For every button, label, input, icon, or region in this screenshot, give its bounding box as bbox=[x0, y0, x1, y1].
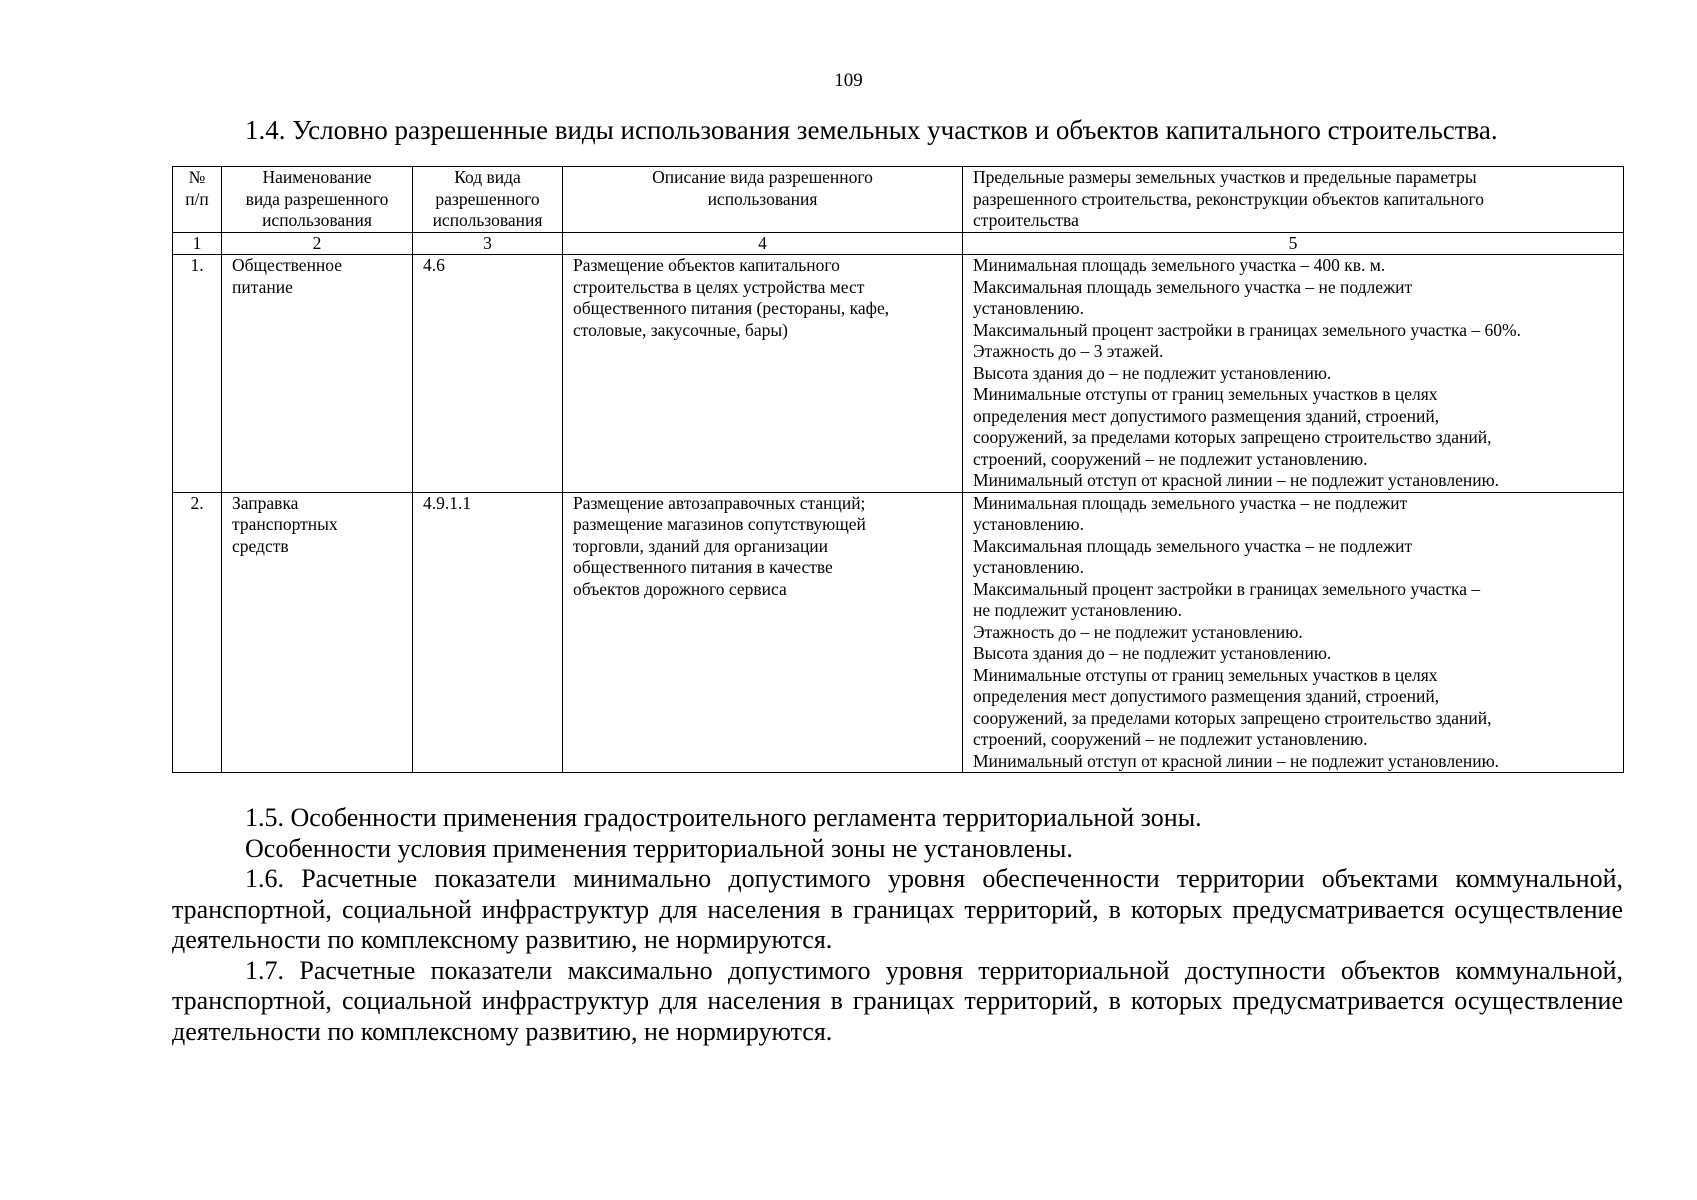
column-number: 3 bbox=[413, 232, 563, 255]
use-name: Заправка транспортных средств bbox=[222, 492, 413, 773]
header-description: Описание вида разрешенного использования bbox=[563, 167, 963, 233]
column-number: 2 bbox=[222, 232, 413, 255]
row-number: 1. bbox=[173, 255, 222, 493]
header-use-name: Наименование вида разрешенного использования bbox=[222, 167, 413, 233]
use-parameters: Минимальная площадь земельного участка – не подлежит установлению. Максимальная площадь земельного участка – не подлежит установлению. Максимальный процент застройки в границах земельного участка – не подлежит установлению. Этажность до – не подлежит установлению. Высота здания до – не подлежит установлению. Минимальные отступы от границ земельных участков в целях определения мест допустимого размещения зданий, строений, сооружений, за пределами которых запрещено строительство зданий, строений, сооружений – не подлежит установлению. Минимальный отступ от красной линии – не подлежит установлению. bbox=[963, 492, 1624, 773]
column-number: 1 bbox=[173, 232, 222, 255]
paragraph-1-5: 1.5. Особенности применения градостроительного регламента территориальной зоны. bbox=[245, 803, 1202, 832]
use-code: 4.9.1.1 bbox=[413, 492, 563, 773]
column-number: 5 bbox=[963, 232, 1624, 255]
use-name: Общественное питание bbox=[222, 255, 413, 493]
page-number: 109 bbox=[834, 70, 863, 91]
column-number-row bbox=[173, 232, 1624, 255]
body-text bbox=[172, 803, 1623, 1047]
use-description: Размещение объектов капитального строительства в целях устройства мест общественного питания (рестораны, кафе, столовые, закусочные, бары) bbox=[563, 255, 963, 493]
use-parameters: Минимальная площадь земельного участка – 400 кв. м. Максимальная площадь земельного участка – не подлежит установлению. Максимальный процент застройки в границах земельного участка – 60%. Этажность до – 3 этажей. Высота здания до – не подлежит установлению. Минимальные отступы от границ земельных участков в целях определения мест допустимого размещения зданий, строений, сооружений, за пределами которых запрещено строительство зданий, строений, сооружений – не подлежит установлению. Минимальный отступ от красной линии – не подлежит установлению. bbox=[963, 255, 1624, 493]
paragraph-1-6: 1.6. Расчетные показатели минимально допустимого уровня обеспеченности территории объектами коммунальной, транспортной, социальной инфраструктур для населения в границах территорий, в которых предусматривается осуществление деятельности по комплексному развитию, не нормируются. bbox=[172, 864, 1623, 954]
table-row bbox=[173, 492, 1624, 773]
table-header-row bbox=[173, 167, 1624, 233]
use-description: Размещение автозаправочных станций; размещение магазинов сопутствующей торговли, зданий для организации общественного питания в качестве объектов дорожного сервиса bbox=[563, 492, 963, 773]
header-use-code: Код вида разрешенного использования bbox=[413, 167, 563, 233]
header-parameters: Предельные размеры земельных участков и предельные параметры разрешенного строительства, реконструкции объектов капитального строительства bbox=[963, 167, 1624, 233]
table-row bbox=[173, 255, 1624, 493]
row-number: 2. bbox=[173, 492, 222, 773]
paragraph-1-7: 1.7. Расчетные показатели максимально допустимого уровня территориальной доступности объектов коммунальной, транспортной, социальной инфраструктур для населения в границах территорий, в которых предусматривается осуществление деятельности по комплексному развитию, не нормируются. bbox=[172, 955, 1623, 1046]
header-number: № п/п bbox=[173, 167, 222, 233]
paragraph-zone-conditions: Особенности условия применения территориальной зоны не установлены. bbox=[245, 833, 1073, 863]
permitted-use-table bbox=[172, 166, 1624, 773]
use-code: 4.6 bbox=[413, 255, 563, 493]
column-number: 4 bbox=[563, 232, 963, 255]
section-title: 1.4. Условно разрешенные виды использования земельных участков и объектов капитального строительства. bbox=[245, 115, 1498, 145]
